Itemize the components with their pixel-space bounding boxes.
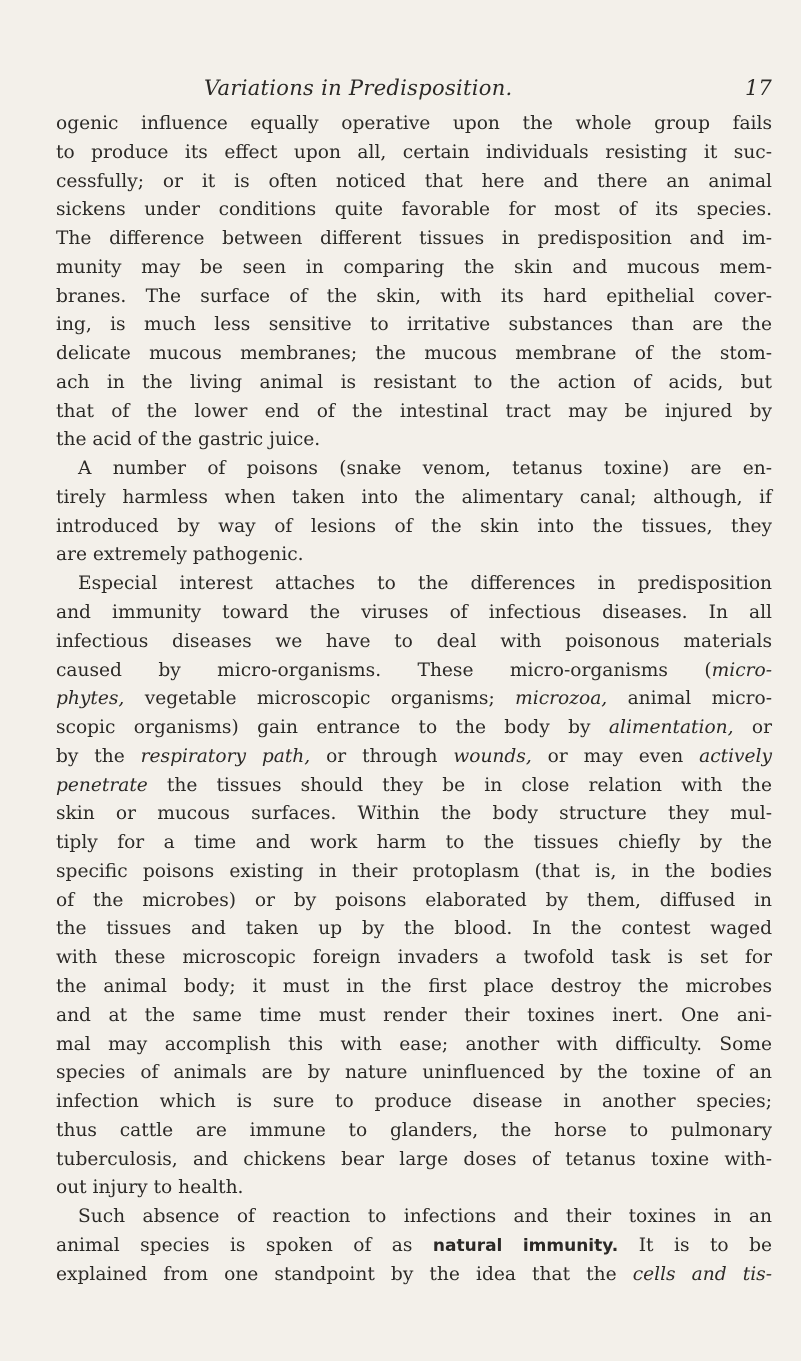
text-segment: and at the same time must render their toxines inert. One ani-: [56, 1004, 772, 1026]
italic-text: respiratory path,: [140, 745, 311, 767]
text-segment: skin or mucous surfaces. Within the body structure they mul-: [56, 803, 772, 825]
page-number: 17: [745, 76, 772, 100]
text-line: [56, 541, 772, 570]
text-segment: to produce its effect upon all, certain individuals resisting it suc-: [56, 141, 772, 163]
running-title: Variations in Predisposition.: [204, 76, 513, 100]
text-segment: that of the lower end of the intestinal tract may be injured by: [56, 400, 772, 422]
italic-text: micro-: [711, 659, 772, 681]
text-line: [56, 1059, 772, 1088]
text-segment: branes. The surface of the skin, with its hard epithelial cover-: [56, 285, 772, 307]
text-line: [56, 196, 772, 225]
text-line: [56, 1088, 772, 1117]
text-segment: delicate mucous membranes; the mucous membrane of the stom-: [56, 343, 772, 365]
text-segment: species of animals are by nature uninfluenced by the toxine of an: [56, 1062, 772, 1084]
text-line: [56, 110, 772, 139]
text-segment: munity may be seen in comparing the skin and mucous mem-: [56, 256, 772, 278]
text-line: [56, 369, 772, 398]
text-line: [56, 714, 772, 743]
text-line: [56, 1031, 772, 1060]
italic-text: wounds,: [453, 745, 532, 767]
text-segment: or through: [310, 745, 454, 767]
text-line: [56, 168, 772, 197]
text-line: [56, 628, 772, 657]
text-line: [56, 484, 772, 513]
text-line: [56, 513, 772, 542]
text-line: [56, 426, 772, 455]
text-segment: by the: [56, 745, 141, 767]
text-segment: tiply for a time and work harm to the tissues chiefly by the: [56, 832, 772, 854]
italic-text: microzoa,: [515, 688, 608, 710]
text-segment: explained from one standpoint by the idea that the: [56, 1263, 633, 1285]
text-line: [56, 858, 772, 887]
text-segment: of the microbes) or by poisons elaborated by them, diffused in: [56, 889, 772, 911]
text-line: [56, 139, 772, 168]
text-line: [56, 685, 772, 714]
text-line: [56, 887, 772, 916]
text-line: [56, 973, 772, 1002]
text-line: [56, 800, 772, 829]
text-segment: tuberculosis, and chickens bear large doses of tetanus toxine with-: [56, 1148, 772, 1170]
text-line: [56, 311, 772, 340]
text-segment: Such absence of reaction to infections and their toxines in an: [78, 1206, 772, 1228]
text-segment: out injury to health.: [56, 1177, 244, 1199]
body-text: [56, 110, 772, 1289]
text-segment: animal species is spoken of as: [56, 1234, 433, 1256]
text-line: [56, 225, 772, 254]
italic-text: cells and tis-: [632, 1263, 772, 1285]
text-segment: or: [733, 717, 772, 739]
text-segment: introduced by way of lesions of the skin into the tissues, they: [56, 515, 772, 537]
text-segment: It is to be: [618, 1234, 772, 1256]
text-line: [56, 657, 772, 686]
text-line: [56, 1203, 772, 1232]
italic-text: alimentation,: [608, 717, 734, 739]
text-segment: sickens under conditions quite favorable for most of its species.: [56, 199, 772, 221]
text-segment: with these microscopic foreign invaders a twofold task is set for: [56, 947, 772, 969]
text-line: [56, 915, 772, 944]
text-segment: specific poisons existing in their protoplasm (that is, in the bodies: [56, 860, 772, 882]
text-line: [56, 398, 772, 427]
text-line: [56, 1002, 772, 1031]
bold-term: natural immunity.: [432, 1235, 619, 1256]
italic-text: penetrate: [56, 774, 148, 796]
text-segment: The difference between different tissues in predisposition and im-: [56, 228, 772, 250]
text-line: [56, 772, 772, 801]
running-head: [0, 76, 801, 106]
text-line: [56, 944, 772, 973]
text-segment: the animal body; it must in the first place destroy the microbes: [56, 975, 772, 997]
text-line: [56, 254, 772, 283]
text-segment: are extremely pathogenic.: [56, 544, 304, 566]
text-segment: ogenic influence equally operative upon the whole group fails: [56, 113, 772, 134]
text-line: [56, 599, 772, 628]
text-line: [56, 829, 772, 858]
text-segment: ach in the living animal is resistant to the action of acids, but: [56, 371, 772, 393]
text-segment: the tissues should they be in close relation with the: [147, 774, 772, 796]
text-segment: infectious diseases we have to deal with poisonous materials: [56, 630, 772, 652]
text-line: [56, 1261, 772, 1290]
text-line: [56, 1146, 772, 1175]
text-line: [56, 340, 772, 369]
text-line: [56, 1117, 772, 1146]
text-line: [56, 570, 772, 599]
text-segment: cessfully; or it is often noticed that here and there an animal: [56, 170, 772, 192]
text-line: [56, 283, 772, 312]
text-segment: Especial interest attaches to the differences in predisposition: [78, 573, 772, 595]
text-line: [56, 1232, 772, 1261]
italic-text: actively: [699, 745, 773, 767]
text-segment: caused by micro-organisms. These micro-organisms (: [56, 659, 712, 681]
text-segment: thus cattle are immune to glanders, the horse to pulmonary: [56, 1119, 772, 1141]
text-line: [56, 1174, 772, 1203]
text-segment: tirely harmless when taken into the alimentary canal; although, if: [56, 486, 772, 508]
text-segment: ing, is much less sensitive to irritative substances than are the: [56, 314, 772, 336]
text-segment: vegetable microscopic organisms;: [124, 688, 516, 710]
text-segment: or may even: [531, 745, 700, 767]
text-segment: scopic organisms) gain entrance to the body by: [56, 717, 609, 739]
text-segment: animal micro-: [607, 688, 772, 710]
text-segment: the tissues and taken up by the blood. In the contest waged: [56, 918, 772, 940]
italic-text: phytes,: [56, 688, 125, 710]
text-segment: the acid of the gastric juice.: [56, 429, 321, 451]
text-line: [56, 455, 772, 484]
text-line: [56, 743, 772, 772]
text-segment: A number of poisons (snake venom, tetanus toxine) are en-: [78, 458, 772, 480]
text-segment: mal may accomplish this with ease; another with difficulty. Some: [56, 1033, 772, 1055]
text-segment: infection which is sure to produce disease in another species;: [56, 1091, 772, 1113]
text-segment: and immunity toward the viruses of infectious diseases. In all: [56, 602, 772, 624]
